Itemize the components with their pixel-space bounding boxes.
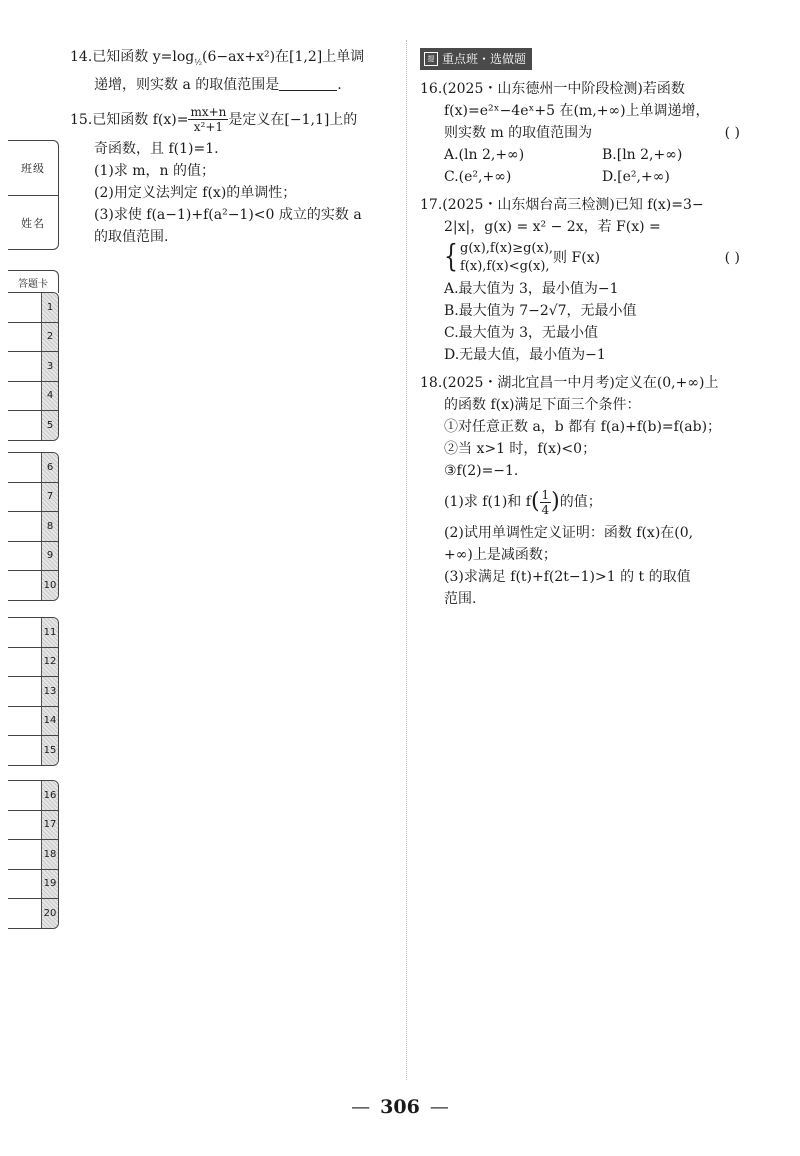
answer-row[interactable]: 20	[8, 898, 58, 928]
question-14: 14.已知函数 $y=\log_{\frac{1}{2}}(6-ax+x^2)$在[1,2]上单调 递增，则实数 a 的取值范围是 .	[70, 49, 365, 93]
answer-row[interactable]: 11	[8, 618, 58, 647]
left-column	[70, 46, 400, 254]
answer-row[interactable]: 8	[8, 511, 58, 541]
answer-row[interactable]: 12	[8, 647, 58, 677]
option-b[interactable]: B.[ln 2,+∞)	[602, 147, 683, 163]
answer-card-group-4	[8, 780, 59, 929]
answer-paren[interactable]: ( )	[724, 250, 740, 266]
answer-row[interactable]: 2	[8, 322, 58, 352]
option-c[interactable]: C.(e²,+∞)	[444, 169, 512, 185]
page-number: — 306 —	[351, 1096, 449, 1118]
class-field[interactable]: 班级	[21, 162, 45, 175]
answer-row[interactable]: 1	[8, 293, 58, 322]
question-15: 15.已知函数 f(x)= $\frac{mx+n}{\text{x²+1}}$ 是定义在[−1,1]上的 奇函数，且 f(1)=1. (1)求 m，n 的值； (2)用定义法判定 f(x)的单调性； (3)求使 f(a−1)+f(a²−1)<0 成立的实数 a 的取值范围.	[70, 105, 362, 245]
answer-row[interactable]: 4	[8, 381, 58, 411]
left-brace: {	[444, 239, 458, 275]
answer-card-label: 答题卡	[8, 270, 59, 293]
answer-row[interactable]: 14	[8, 706, 58, 736]
option-b[interactable]: B.最大值为 7−2√7，无最小值	[444, 303, 637, 319]
option-c[interactable]: C.最大值为 3，无最小值	[444, 325, 599, 341]
answer-row[interactable]: 17	[8, 810, 58, 840]
question-17: 17.(2025・山东烟台高三检测)已知 f(x)=3− 2|x|，g(x) = x² − 2x，若 F(x) = { g(x),f(x)≥g(x), f(x),f(x)<g(x),则 F(x) ( ) A.最大值为 3，最小值为−1 B.最大值为 7−2√7，无最小值 C.最大值为 3，无最小值 D.无最大值，最小值为−1	[420, 194, 760, 366]
piecewise-cases: g(x),f(x)≥g(x), f(x),f(x)<g(x),	[460, 241, 554, 274]
answer-row[interactable]: 19	[8, 869, 58, 899]
answer-blank[interactable]	[279, 76, 337, 91]
answer-row[interactable]: 3	[8, 351, 58, 381]
answer-row[interactable]: 7	[8, 482, 58, 512]
answer-card-group-1	[8, 292, 59, 441]
answer-row[interactable]: 10	[8, 570, 58, 600]
section-banner: 提 重点班・选做题	[420, 48, 532, 70]
answer-row[interactable]: 5	[8, 410, 58, 440]
student-info-box	[8, 140, 59, 250]
answer-row[interactable]: 16	[8, 781, 58, 810]
option-d[interactable]: D.无最大值，最小值为−1	[444, 347, 606, 363]
answer-paren[interactable]: ( )	[724, 125, 740, 141]
option-d[interactable]: D.[e²,+∞)	[602, 169, 670, 185]
answer-row[interactable]: 6	[8, 453, 58, 482]
fraction: $\frac{1}{4}$	[541, 487, 550, 517]
question-16: 16.(2025・山东德州一中阶段检测)若函数 f(x)=e²ˣ−4eˣ+5 在(m,+∞)上单调递增， 则实数 m 的取值范围为 ( ) A.(ln 2,+∞) B.[ln 2,+∞) C.(e²,+∞) D.[e²,+∞)	[420, 78, 760, 188]
answer-row[interactable]: 9	[8, 541, 58, 571]
section-icon: 提	[424, 52, 438, 66]
answer-row[interactable]: 15	[8, 735, 58, 765]
option-a[interactable]: A.(ln 2,+∞)	[444, 147, 525, 163]
question-18: 18.(2025・湖北宜昌一中月考)定义在(0,+∞)上 的函数 f(x)满足下面三个条件： ①对任意正数 a，b 都有 f(a)+f(b)=f(ab)； ②当 x>1 时，f(x)<0； ③f(2)=−1. (1)求 f(1)和 f( $\frac{1}{4}$ )的值； (2)试用单调性定义证明：函数 f(x)在(0, +∞)上是减函数； (3)求满足 f(t)+f(2t−1)>1 的 t 的取值 范围.	[420, 375, 722, 607]
answer-row[interactable]: 13	[8, 676, 58, 706]
answer-card-group-3	[8, 617, 59, 766]
name-field[interactable]: 姓名	[8, 195, 58, 250]
fraction: $\frac{mx+n}{\text{x²+1}}$	[190, 105, 227, 135]
answer-card-group-2	[8, 452, 59, 601]
right-column	[420, 46, 760, 616]
option-a[interactable]: A.最大值为 3，最小值为−1	[444, 281, 619, 297]
answer-row[interactable]: 18	[8, 839, 58, 869]
column-divider	[406, 40, 407, 1080]
